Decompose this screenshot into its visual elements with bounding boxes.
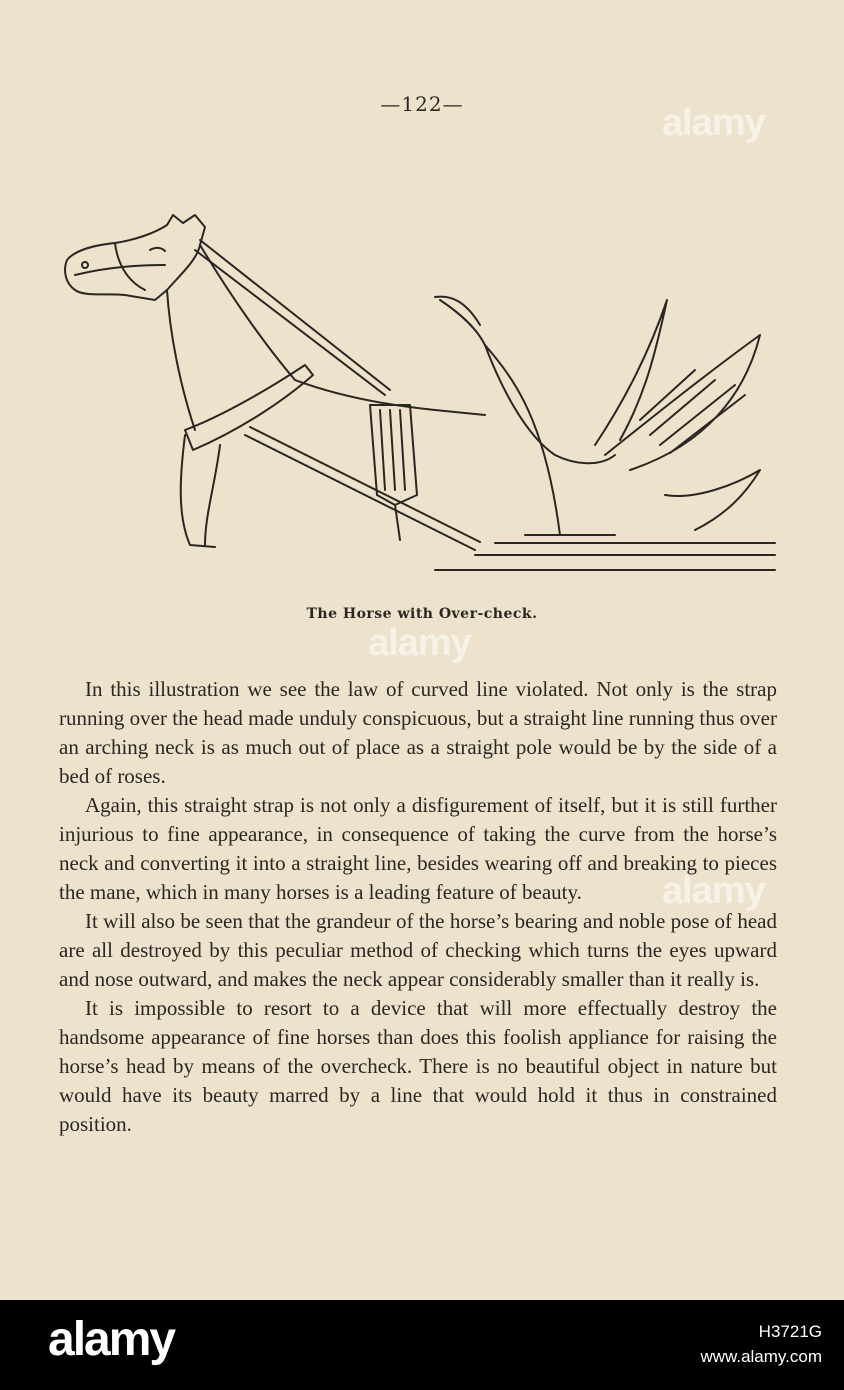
image-id: H3721G bbox=[758, 1322, 822, 1341]
paragraph-4: It is impossible to resort to a device that will more effectually destroy the handsome appearance of fine horses than does this foolish appliance for raising the horse’s head by means of the overcheck. There is no beautiful object in nature but would have its beauty marred by a line that would hold it thus in constrained position. bbox=[59, 996, 777, 1136]
paragraph-3: It will also be seen that the grandeur of the horse’s bearing and noble pose of head are all destroyed by this peculiar method of checking which turns the eyes upward and nose outward, and makes the neck appear considerably smaller than it really is. bbox=[59, 909, 777, 991]
page-number: —122— bbox=[380, 92, 464, 116]
horse-overcheck-illustration bbox=[55, 205, 785, 595]
alamy-logo: alamy bbox=[48, 1313, 175, 1366]
watermark: alamy bbox=[662, 102, 765, 144]
paragraph-2: Again, this straight strap is not only a disfigurement of itself, but it is still further injurious to fine appearance, in consequence of taking the curve from the horse’s neck and converting it into a straight line, besides wearing off and breaking to pieces the mane, which in many horses is a leading feature of beauty. bbox=[59, 793, 777, 904]
site-url: www.alamy.com bbox=[700, 1347, 822, 1366]
watermark: alamy bbox=[662, 870, 765, 912]
watermark: alamy bbox=[368, 622, 471, 664]
paragraph-1: In this illustration we see the law of curved line violated. Not only is the strap running over the head made unduly conspicuous, but a straight line running thus over an arching neck is as much out of place as a straight pole would be by the side of a bed of roses. bbox=[59, 677, 777, 788]
figure-caption: The Horse with Over-check. bbox=[306, 606, 538, 622]
